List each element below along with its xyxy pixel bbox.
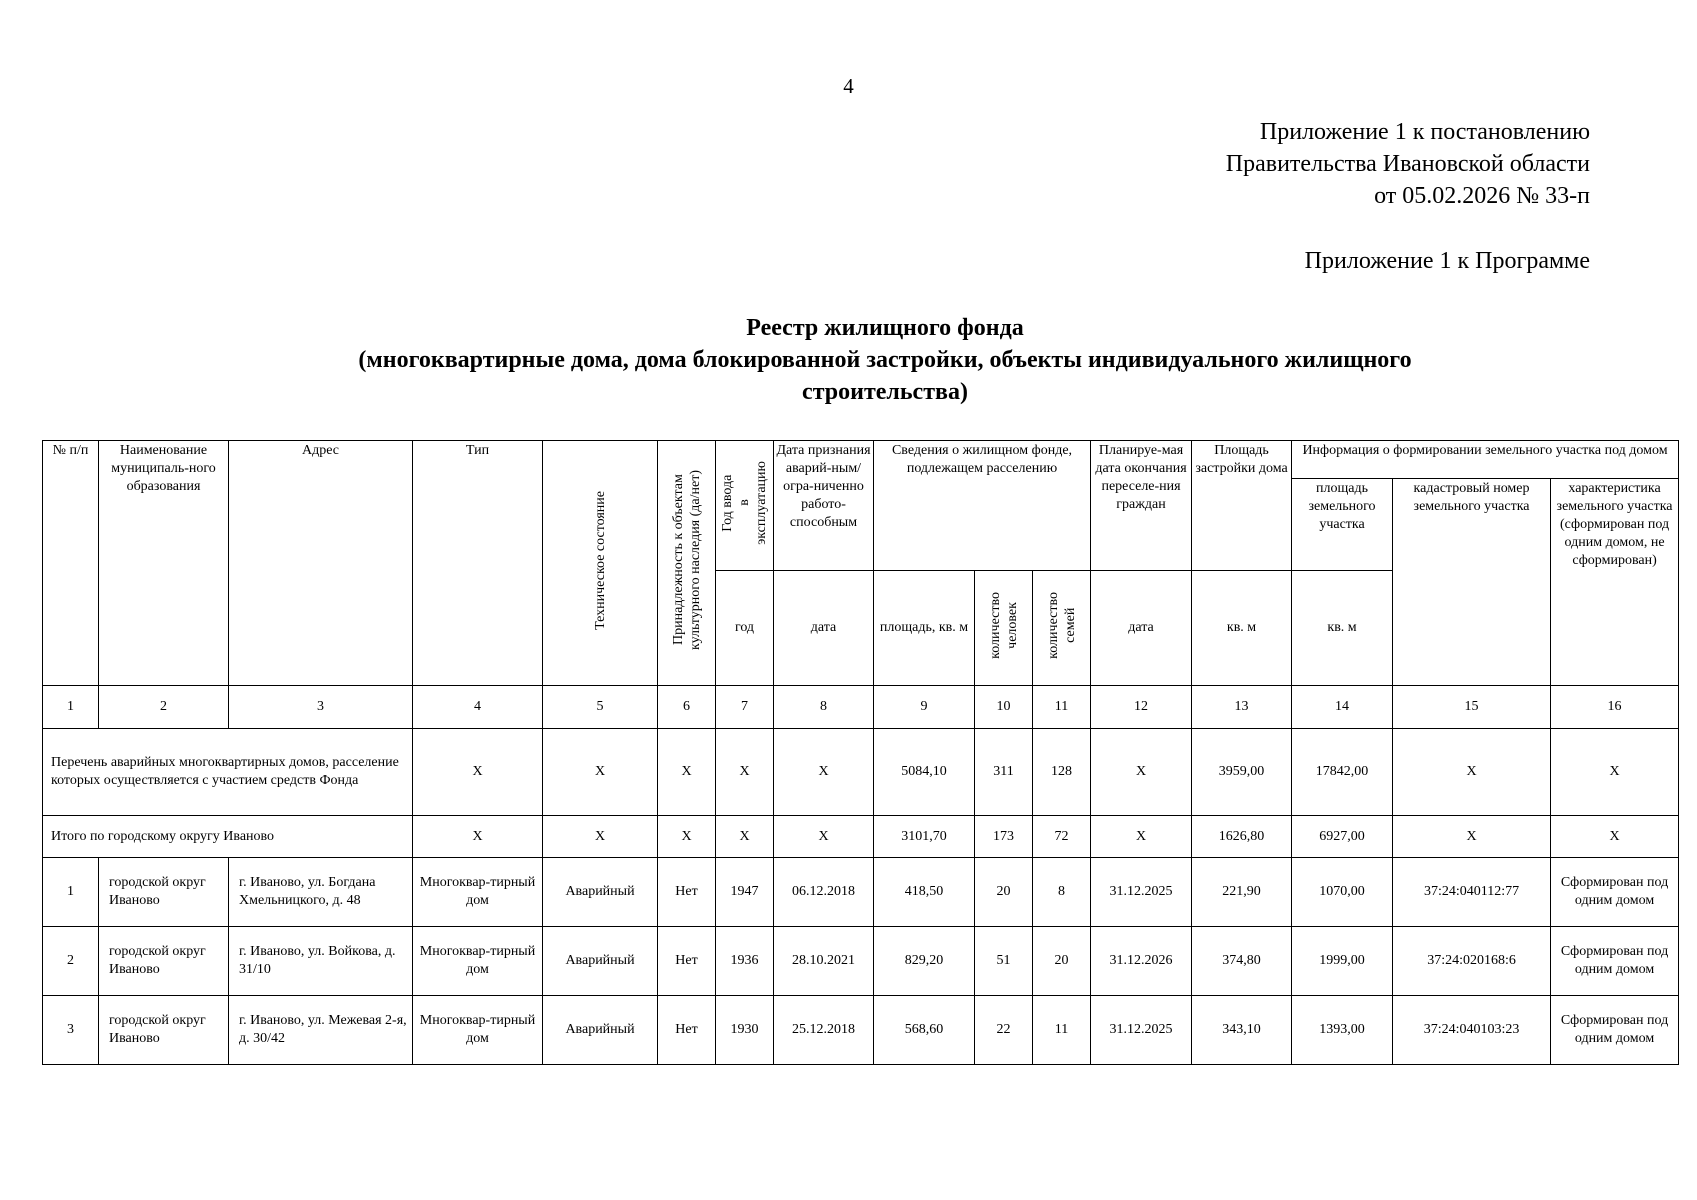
appendix-line: от 05.02.2026 № 33-п <box>1374 183 1590 209</box>
column-number: 12 <box>1091 686 1192 729</box>
housing-registry-table <box>42 440 1679 1065</box>
header-row <box>43 441 1679 479</box>
row-people: 20 <box>975 858 1033 927</box>
row-planned-date: 31.12.2025 <box>1091 996 1192 1065</box>
summary-cell: Х <box>774 729 874 816</box>
summary-cell: Х <box>774 816 874 858</box>
summary-cell: Х <box>413 816 543 858</box>
row-year: 1936 <box>716 927 774 996</box>
row-condition: Аварийный <box>543 927 658 996</box>
header-col-address: Адрес <box>229 441 413 686</box>
unit-families-line: количество <box>1045 591 1061 659</box>
header-col-land-characteristic: характеристика земельного участка (сформирован под одним домом, не сформирован) <box>1551 479 1679 686</box>
summary-cell: Х <box>716 729 774 816</box>
row-area: 568,60 <box>874 996 975 1065</box>
header-col-emergency-date: Дата признания аварий-ным/огра-ниченно работо-способным <box>774 441 874 571</box>
row-cadastral: 37:24:040103:23 <box>1393 996 1551 1065</box>
row-condition: Аварийный <box>543 858 658 927</box>
title-line: строительства) <box>802 379 968 405</box>
summary-cell: Х <box>413 729 543 816</box>
row-type: Многоквар-тирный дом <box>413 858 543 927</box>
column-number: 8 <box>774 686 874 729</box>
header-heritage-line: культурного наследия (да/нет) <box>687 469 703 650</box>
unit-families <box>1033 571 1091 686</box>
row-building-area: 374,80 <box>1192 927 1292 996</box>
row-number: 1 <box>43 858 99 927</box>
unit-planned-date: дата <box>1091 571 1192 686</box>
table-row <box>43 858 1679 927</box>
summary-cell: Х <box>1393 729 1551 816</box>
column-number: 16 <box>1551 686 1679 729</box>
row-number: 2 <box>43 927 99 996</box>
header-col-building-area: Площадь застройки дома <box>1192 441 1292 571</box>
row-condition: Аварийный <box>543 996 658 1065</box>
summary-cell: Х <box>658 816 716 858</box>
row-building-area: 221,90 <box>1192 858 1292 927</box>
header-year-line: в <box>737 499 752 506</box>
row-date: 28.10.2021 <box>774 927 874 996</box>
summary-cell: 173 <box>975 816 1033 858</box>
row-heritage: Нет <box>658 858 716 927</box>
program-appendix-note: Приложение 1 к Программе <box>1304 248 1590 274</box>
title-line: (многоквартирные дома, дома блокированной застройки, объекты индивидуального жилищного <box>358 347 1412 373</box>
column-number: 1 <box>43 686 99 729</box>
row-heritage: Нет <box>658 927 716 996</box>
header-col-number: № п/п <box>43 441 99 686</box>
header-heritage-line: Принадлежность к объектам <box>670 474 686 646</box>
row-land-characteristic: Сформирован под одним домом <box>1551 996 1679 1065</box>
summary-cell: 17842,00 <box>1292 729 1393 816</box>
appendix-line: Приложение 1 к постановлению <box>1259 119 1590 145</box>
summary-row-city-total <box>43 816 1679 858</box>
row-families: 20 <box>1033 927 1091 996</box>
header-year-line: эксплуатацию <box>754 460 769 545</box>
summary-cell: 128 <box>1033 729 1091 816</box>
row-people: 51 <box>975 927 1033 996</box>
document-title <box>220 312 1550 408</box>
column-number: 7 <box>716 686 774 729</box>
row-heritage: Нет <box>658 996 716 1065</box>
column-number: 15 <box>1393 686 1551 729</box>
header-col-condition-text: Техническое состояние <box>592 490 608 630</box>
summary-cell: 3959,00 <box>1192 729 1292 816</box>
row-land-area: 1070,00 <box>1292 858 1393 927</box>
row-municipality: городской округ Иваново <box>99 927 229 996</box>
summary-cell: Х <box>543 729 658 816</box>
row-number: 3 <box>43 996 99 1065</box>
summary-cell: Х <box>543 816 658 858</box>
unit-area: площадь, кв. м <box>874 571 975 686</box>
row-area: 829,20 <box>874 927 975 996</box>
header-group-land-plot: Информация о формировании земельного участка под домом <box>1292 441 1679 479</box>
row-land-area: 1999,00 <box>1292 927 1393 996</box>
row-date: 25.12.2018 <box>774 996 874 1065</box>
column-number: 13 <box>1192 686 1292 729</box>
row-cadastral: 37:24:020168:6 <box>1393 927 1551 996</box>
title-line: Реестр жилищного фонда <box>746 315 1024 341</box>
column-number: 2 <box>99 686 229 729</box>
summary-cell: Х <box>1091 729 1192 816</box>
summary-cell: 311 <box>975 729 1033 816</box>
column-number: 3 <box>229 686 413 729</box>
unit-land-area: кв. м <box>1292 571 1393 686</box>
summary-cell: Х <box>1551 816 1679 858</box>
summary-label: Перечень аварийных многоквартирных домов, расселение которых осуществляется с участием средств Фонда <box>43 729 413 816</box>
row-land-area: 1393,00 <box>1292 996 1393 1065</box>
summary-cell: 6927,00 <box>1292 816 1393 858</box>
summary-row-fund <box>43 729 1679 816</box>
column-number: 4 <box>413 686 543 729</box>
summary-cell: Х <box>1393 816 1551 858</box>
unit-building-area: кв. м <box>1192 571 1292 686</box>
row-planned-date: 31.12.2026 <box>1091 927 1192 996</box>
unit-people <box>975 571 1033 686</box>
row-land-characteristic: Сформирован под одним домом <box>1551 858 1679 927</box>
header-year-line: Год ввода <box>720 473 735 532</box>
row-year: 1930 <box>716 996 774 1065</box>
header-col-municipality: Наименование муниципаль-ного образования <box>99 441 229 686</box>
row-date: 06.12.2018 <box>774 858 874 927</box>
header-col-commissioning-year <box>716 441 774 571</box>
summary-cell: Х <box>658 729 716 816</box>
column-number: 6 <box>658 686 716 729</box>
resolution-appendix-note <box>1226 116 1590 212</box>
column-number: 10 <box>975 686 1033 729</box>
header-col-type: Тип <box>413 441 543 686</box>
row-type: Многоквар-тирный дом <box>413 996 543 1065</box>
summary-cell: 72 <box>1033 816 1091 858</box>
row-type: Многоквар-тирный дом <box>413 927 543 996</box>
column-number: 11 <box>1033 686 1091 729</box>
page-number: 4 <box>843 74 854 98</box>
row-address: г. Иваново, ул. Богдана Хмельницкого, д. 48 <box>229 858 413 927</box>
row-families: 11 <box>1033 996 1091 1065</box>
row-people: 22 <box>975 996 1033 1065</box>
summary-cell: Х <box>1091 816 1192 858</box>
summary-cell: 5084,10 <box>874 729 975 816</box>
unit-people-line: человек <box>1004 601 1020 649</box>
header-col-cadastral-number: кадастровый номер земельного участка <box>1393 479 1551 686</box>
row-planned-date: 31.12.2025 <box>1091 858 1192 927</box>
row-address: г. Иваново, ул. Межевая 2-я, д. 30/42 <box>229 996 413 1065</box>
row-municipality: городской округ Иваново <box>99 858 229 927</box>
summary-cell: Х <box>716 816 774 858</box>
column-number: 5 <box>543 686 658 729</box>
table-row <box>43 996 1679 1065</box>
header-group-resettlement: Сведения о жилищном фонде, подлежащем расселению <box>874 441 1091 571</box>
summary-cell: 1626,80 <box>1192 816 1292 858</box>
header-col-planned-date: Планируе-мая дата окончания переселе-ния граждан <box>1091 441 1192 571</box>
header-col-heritage <box>658 441 716 686</box>
summary-cell: 3101,70 <box>874 816 975 858</box>
header-col-condition <box>543 441 658 686</box>
appendix-line: Правительства Ивановской области <box>1225 151 1590 177</box>
summary-label: Итого по городскому округу Иваново <box>43 816 413 858</box>
unit-people-line: количество <box>987 591 1003 659</box>
row-municipality: городской округ Иваново <box>99 996 229 1065</box>
unit-families-line: семей <box>1062 607 1078 643</box>
table-row <box>43 927 1679 996</box>
row-year: 1947 <box>716 858 774 927</box>
column-number: 14 <box>1292 686 1393 729</box>
summary-cell: Х <box>1551 729 1679 816</box>
row-area: 418,50 <box>874 858 975 927</box>
row-cadastral: 37:24:040112:77 <box>1393 858 1551 927</box>
unit-date: дата <box>774 571 874 686</box>
row-building-area: 343,10 <box>1192 996 1292 1065</box>
header-col-land-area: площадь земельного участка <box>1292 479 1393 571</box>
row-families: 8 <box>1033 858 1091 927</box>
unit-year: год <box>716 571 774 686</box>
row-land-characteristic: Сформирован под одним домом <box>1551 927 1679 996</box>
column-numbers-row <box>43 686 1679 729</box>
row-address: г. Иваново, ул. Войкова, д. 31/10 <box>229 927 413 996</box>
column-number: 9 <box>874 686 975 729</box>
